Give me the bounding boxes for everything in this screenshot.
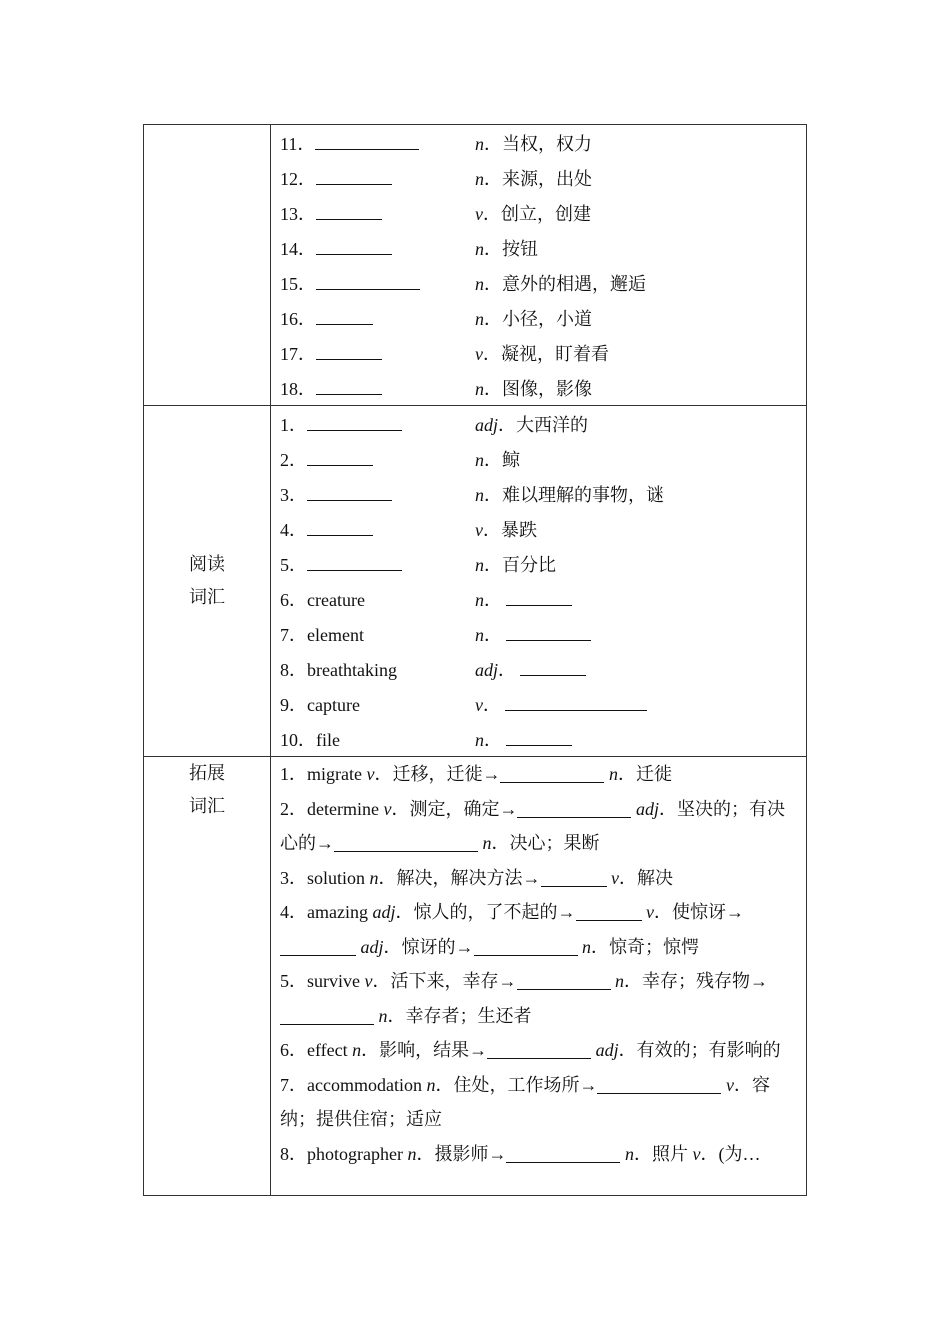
- part-of-speech: n: [475, 484, 484, 505]
- term-cell: [280, 411, 475, 437]
- expand-paragraphs: [280, 757, 796, 1195]
- item-number: 8．: [280, 659, 307, 680]
- answer-blank[interactable]: [517, 799, 631, 818]
- expand-item: 2．determine v．测定，确定→ adj．坚决的；有决心的→ n．决心；果断: [280, 798, 785, 853]
- section-label-reading: [144, 406, 271, 757]
- term-cell: [280, 130, 475, 156]
- part-of-speech: v: [475, 519, 483, 540]
- term-cell: [280, 200, 475, 226]
- answer-blank[interactable]: [316, 271, 420, 290]
- section-label-expand: [144, 757, 271, 1196]
- separator: ．: [484, 589, 502, 610]
- label-line-2: 词汇: [189, 587, 225, 607]
- section-content-reading: [271, 406, 807, 757]
- answer-blank[interactable]: [541, 868, 607, 887]
- section-row-first: [144, 125, 807, 406]
- part-of-speech: n: [475, 449, 484, 470]
- definition: [475, 270, 646, 296]
- definition: [475, 691, 647, 717]
- item-number: 6．: [280, 589, 307, 610]
- separator: ．: [498, 659, 517, 680]
- part-of-speech: n: [475, 624, 484, 645]
- answer-blank[interactable]: [307, 552, 402, 571]
- vocab-row: [280, 686, 796, 721]
- expand-item: 5．survive v．活下来，幸存→ n．幸存；残存物→ n．幸存者；生还者: [280, 971, 768, 1026]
- english-word: file: [316, 729, 340, 750]
- label-line-1: 阅读: [189, 554, 225, 574]
- answer-blank[interactable]: [500, 764, 604, 783]
- item-number: 11．: [280, 133, 316, 154]
- item-number: 16．: [280, 308, 316, 329]
- expand-item: 7．accommodation n．住处，工作场所→ v．容纳；提供住宿；适应: [280, 1074, 770, 1129]
- term-cell: [280, 726, 475, 752]
- definition: [475, 726, 572, 752]
- item-number: 7．: [280, 624, 307, 645]
- term-cell: [280, 235, 475, 261]
- term-cell: [280, 481, 475, 507]
- vocab-row: [280, 721, 796, 756]
- definition-text: ．凝视，盯着看: [483, 343, 609, 364]
- answer-blank[interactable]: [474, 937, 578, 956]
- definition: [475, 305, 592, 331]
- term-cell: [280, 551, 475, 577]
- vocab-row: [280, 406, 796, 441]
- definition: [475, 656, 586, 682]
- answer-blank[interactable]: [316, 201, 382, 220]
- section-row-expand: [144, 757, 807, 1196]
- item-number: 3．: [280, 484, 307, 505]
- term-cell: [280, 270, 475, 296]
- answer-blank[interactable]: [517, 971, 611, 990]
- definition: [475, 586, 572, 612]
- definition: [475, 375, 592, 401]
- definition-text: ．大西洋的: [498, 414, 589, 435]
- answer-blank[interactable]: [506, 1144, 620, 1163]
- vocab-row: [280, 195, 796, 230]
- part-of-speech: n: [475, 273, 484, 294]
- definition-text: ．来源，出处: [484, 168, 592, 189]
- vocab-row: [280, 511, 796, 546]
- english-word: element: [307, 624, 364, 645]
- answer-blank[interactable]: [316, 306, 373, 325]
- label-line-2: 词汇: [189, 796, 225, 816]
- term-cell: [280, 586, 475, 612]
- answer-blank[interactable]: [487, 1040, 591, 1059]
- answer-blank[interactable]: [280, 937, 356, 956]
- separator: ．: [484, 729, 502, 750]
- answer-blank[interactable]: [280, 1006, 374, 1025]
- vocab-row: [280, 546, 796, 581]
- term-cell: [280, 305, 475, 331]
- expand-item: 6．effect n．影响，结果→ adj．有效的；有影响的: [280, 1040, 781, 1060]
- term-cell: [280, 691, 475, 717]
- term-cell: [280, 621, 475, 647]
- term-cell: [280, 340, 475, 366]
- item-number: 10．: [280, 729, 316, 750]
- item-number: 18．: [280, 378, 316, 399]
- answer-blank[interactable]: [307, 447, 373, 466]
- item-number: 2．: [280, 449, 307, 470]
- definition-text: ．暴跌: [483, 519, 537, 540]
- term-cell: [280, 165, 475, 191]
- answer-blank[interactable]: [506, 587, 572, 606]
- item-number: 14．: [280, 238, 316, 259]
- section-row-reading: [144, 406, 807, 757]
- part-of-speech: n: [475, 554, 484, 575]
- definition: [475, 130, 592, 156]
- answer-blank[interactable]: [506, 622, 591, 641]
- part-of-speech: n: [475, 729, 484, 750]
- answer-blank[interactable]: [316, 341, 382, 360]
- part-of-speech: n: [475, 378, 484, 399]
- part-of-speech: adj: [475, 414, 499, 435]
- part-of-speech: n: [475, 133, 484, 154]
- definition-text: ．图像，影像: [484, 378, 592, 399]
- answer-blank[interactable]: [334, 833, 478, 852]
- vocab-row: [280, 476, 796, 511]
- part-of-speech: n: [475, 589, 484, 610]
- part-of-speech: n: [475, 168, 484, 189]
- answer-blank[interactable]: [316, 166, 392, 185]
- definition-text: ．鲸: [484, 449, 520, 470]
- answer-blank[interactable]: [316, 236, 392, 255]
- definition-text: ．百分比: [484, 554, 556, 575]
- item-number: 13．: [280, 203, 316, 224]
- definition: [475, 200, 591, 226]
- part-of-speech: n: [475, 238, 484, 259]
- expand-item: 4．amazing adj．惊人的，了不起的→ v．使惊讶→ adj．惊讶的→ n．惊奇；惊愕: [280, 902, 744, 957]
- english-word: capture: [307, 694, 360, 715]
- definition: [475, 446, 520, 472]
- english-word: breathtaking: [307, 659, 397, 680]
- definition: [475, 481, 664, 507]
- definition-text: ．创立，创建: [483, 203, 591, 224]
- part-of-speech: n: [475, 308, 484, 329]
- answer-blank[interactable]: [307, 412, 402, 431]
- item-number: 15．: [280, 273, 316, 294]
- term-cell: [280, 656, 475, 682]
- item-number: 9．: [280, 694, 307, 715]
- answer-blank[interactable]: [307, 517, 373, 536]
- definition: [475, 165, 592, 191]
- answer-blank[interactable]: [576, 902, 642, 921]
- answer-blank[interactable]: [505, 692, 647, 711]
- expand-item: 3．solution n．解决，解决方法→ v．解决: [280, 867, 674, 888]
- definition-text: ．难以理解的事物，谜: [484, 484, 664, 505]
- term-cell: [280, 516, 475, 542]
- item-number: 5．: [280, 554, 307, 575]
- vocab-row: [280, 300, 796, 335]
- definition: [475, 340, 609, 366]
- answer-blank[interactable]: [307, 482, 392, 501]
- english-word: creature: [307, 589, 365, 610]
- part-of-speech: v: [475, 343, 483, 364]
- vocabulary-table: [143, 124, 807, 1196]
- term-cell: [280, 446, 475, 472]
- part-of-speech: adj: [475, 659, 499, 680]
- item-number: 1．: [280, 414, 307, 435]
- definition-text: ．当权，权力: [484, 133, 592, 154]
- expand-item: 1．migrate v．迁移，迁徙→ n．迁徙: [280, 764, 672, 784]
- vocab-row: [280, 616, 796, 651]
- vocab-row: [280, 160, 796, 195]
- label-line-1: 拓展: [189, 763, 225, 783]
- separator: ．: [484, 624, 502, 645]
- item-number: 12．: [280, 168, 316, 189]
- answer-blank[interactable]: [597, 1075, 721, 1094]
- definition: [475, 411, 588, 437]
- vocab-row: [280, 441, 796, 476]
- definition: [475, 551, 556, 577]
- vocab-row: [280, 581, 796, 616]
- vocab-row: [280, 335, 796, 370]
- vocab-row: [280, 651, 796, 686]
- definition: [475, 621, 591, 647]
- part-of-speech: v: [475, 203, 483, 224]
- expand-item: 8．photographer n．摄影师→ n．照片 v．(为…: [280, 1143, 761, 1164]
- vocab-row: [280, 370, 796, 405]
- definition-text: ．按钮: [484, 238, 538, 259]
- definition: [475, 235, 538, 261]
- item-number: 17．: [280, 343, 316, 364]
- term-cell: [280, 375, 475, 401]
- answer-blank[interactable]: [506, 727, 572, 746]
- definition: [475, 516, 537, 542]
- vocab-row: [280, 265, 796, 300]
- vocab-row: [280, 125, 796, 160]
- answer-blank[interactable]: [520, 657, 586, 676]
- section-label-empty: [144, 125, 271, 406]
- answer-blank[interactable]: [315, 131, 419, 150]
- definition-text: ．意外的相遇，邂逅: [484, 273, 646, 294]
- answer-blank[interactable]: [316, 376, 382, 395]
- separator: ．: [483, 694, 501, 715]
- section-content-first: [271, 125, 807, 406]
- definition-text: ．小径，小道: [484, 308, 592, 329]
- item-number: 4．: [280, 519, 307, 540]
- part-of-speech: v: [475, 694, 483, 715]
- section-content-expand: [271, 757, 807, 1196]
- vocab-row: [280, 230, 796, 265]
